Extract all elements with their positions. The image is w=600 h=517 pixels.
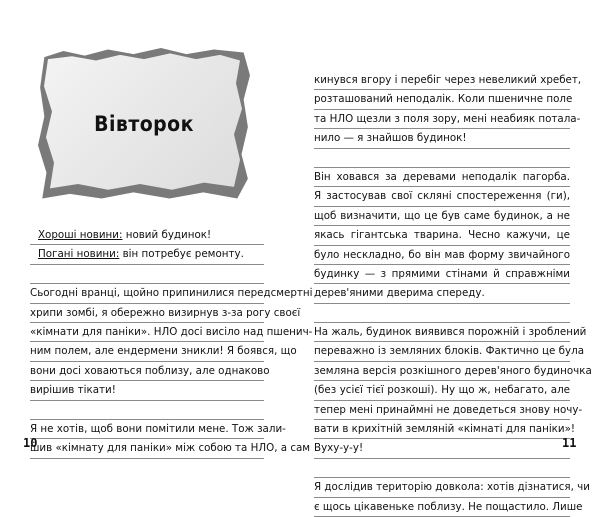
blank-line <box>30 459 264 478</box>
page-number: 10 <box>23 436 38 450</box>
text-line: земляна версія розкішного дерев'яного будиночка <box>314 362 570 381</box>
text-line: шив «кімнату для паніки» між собою та НЛО, а сам <box>30 439 264 458</box>
blank-line <box>314 149 570 168</box>
text-line: переважно із земляних блоків. Фактично це була <box>314 342 570 361</box>
text-line: вони досі ховаються поблизу, але однаково <box>30 362 264 381</box>
text-line: ним полем, але ендермени зникли! Я боявся, що <box>30 342 264 361</box>
right-page <box>300 0 600 513</box>
good-news-label: Хороші новини: <box>38 229 123 241</box>
text-line: На жаль, будинок виявився порожній і зроблений <box>314 323 570 342</box>
text-line: щоб визначити, що це був саме будинок, а не <box>314 207 570 226</box>
blank-line <box>314 459 570 478</box>
blank-line <box>30 401 264 420</box>
good-news-text: новий будинок! <box>122 229 212 241</box>
text-line: Вуху-у-у! <box>314 439 570 458</box>
text-line: вати в крихітній земляній «кімнаті для паніки»! <box>314 420 570 439</box>
text-line: вирішив тікати! <box>30 381 264 400</box>
text-line: будинку — з прямими стінами й справжніми <box>314 265 570 284</box>
text-line: якась гігантська тварина. Чесно кажучи, це <box>314 226 570 245</box>
blank-line <box>30 265 264 284</box>
text-line: Я не хотів, щоб вони помітили мене. Тож зали- <box>30 420 264 439</box>
page-number: 11 <box>562 436 577 450</box>
text-line: тепер мені принаймні не доведеться знову ночу- <box>314 401 570 420</box>
text-line: було нескладно, бо він мав форму звичайного <box>314 246 570 265</box>
left-text-block <box>30 226 313 478</box>
text-line: та НЛО щезли з поля зору, мені неабияк потала- <box>314 110 570 129</box>
right-text-block <box>314 71 592 517</box>
text-line: кинувся вгору і перебіг через невеликий хребет, <box>314 71 570 90</box>
blank-line <box>314 304 570 323</box>
text-line: нило — я знайшов будинок! <box>314 129 570 148</box>
text-line: Сьогодні вранці, щойно припинилися передсмертні <box>30 284 264 303</box>
bad-news-label: Погані новини: <box>38 248 120 261</box>
text-line: Я дослідив територію довкола: хотів дізнатися, чи <box>314 478 570 497</box>
bad-news-line <box>30 245 264 264</box>
text-line: «кімнати для паніки». НЛО досі висіло над пшенич- <box>30 323 264 342</box>
bad-news-text: він потребує ремонту. <box>119 248 244 261</box>
text-line: (без усієї тієї розкоші). Ну що ж, небагато, але <box>314 381 570 400</box>
text-line: дерев'яними дверима спереду. <box>314 284 570 303</box>
text-line: розташований неподалік. Коли пшеничне поле <box>314 90 570 109</box>
text-line: Я застосував свої скляні спостереження (ги), <box>314 187 570 206</box>
left-page <box>0 0 313 475</box>
text-line: Він ховався за деревами неподалік пагорба. <box>314 168 570 187</box>
text-line: є щось цікавеньке поблизу. Не пощастило. Лише <box>314 498 570 517</box>
text-line: хрипи зомбі, я обережно визирнув з-за рогу своєї <box>30 304 264 323</box>
good-news-line <box>30 226 264 245</box>
chapter-title: Вівторок <box>94 112 194 136</box>
